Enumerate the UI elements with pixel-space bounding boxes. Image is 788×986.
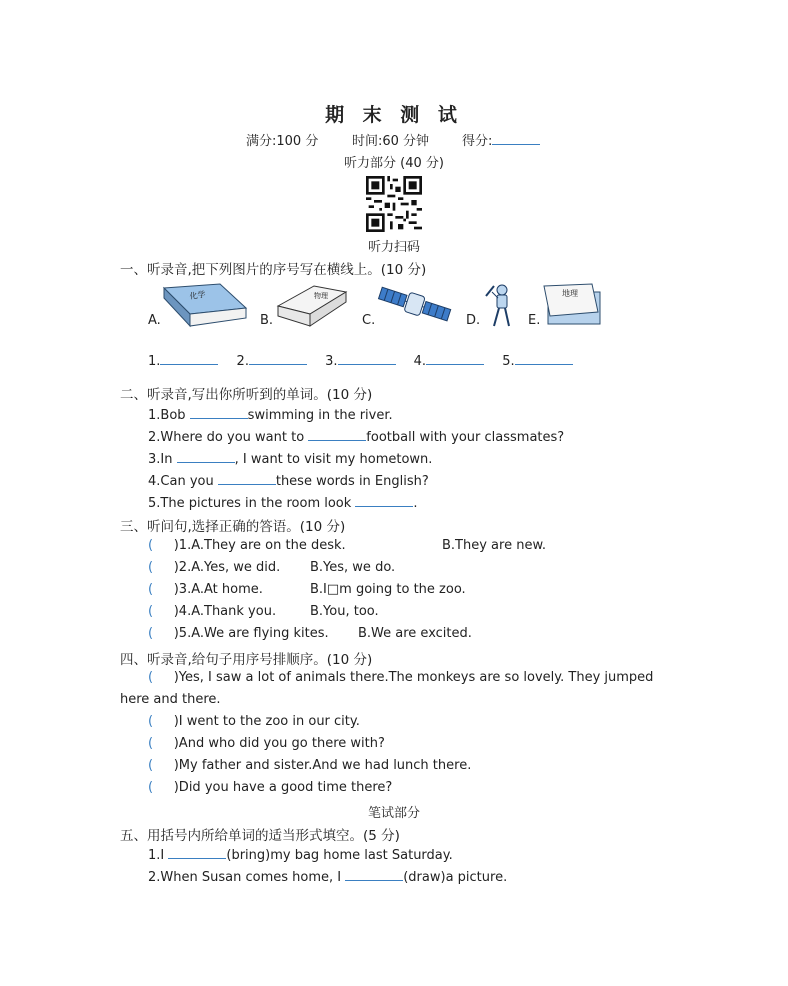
list-item: ( )4.A.Thank you. — [148, 604, 277, 619]
answer-paren[interactable]: ( — [148, 626, 174, 641]
section1-heading: 一、听录音,把下列图片的序号写在横线上。(10 分) — [120, 262, 427, 278]
fill-blank[interactable] — [218, 472, 276, 485]
fill-blank[interactable] — [190, 406, 248, 419]
baseball-player-icon — [484, 282, 518, 330]
list-item: ( )3.A.At home. — [148, 582, 263, 597]
option-b: B.Yes, we do. — [310, 560, 396, 575]
answer-1-label: 1. — [148, 354, 161, 369]
option-b: B.They are new. — [442, 538, 547, 553]
answer-paren[interactable]: ( — [148, 758, 174, 773]
section4-heading: 四、听录音,给句子用序号排顺序。(10 分) — [120, 652, 373, 668]
fill-blank[interactable] — [177, 450, 235, 463]
qr-caption: 听力扫码 — [367, 240, 420, 255]
answer-paren[interactable]: ( — [148, 736, 174, 751]
answer-4-label: 4. — [413, 354, 427, 369]
score-field — [462, 130, 540, 149]
list-item: 1.Bob swimming in the river. — [148, 408, 393, 423]
satellite-icon — [376, 284, 452, 328]
answer-5-label: 5. — [502, 354, 515, 369]
answer-3-blank[interactable] — [338, 352, 396, 365]
picture-letter-c: C. — [362, 313, 376, 328]
picture-letter-b: B. — [260, 313, 274, 328]
fill-blank[interactable] — [355, 494, 413, 507]
list-item: ( )And who did you go there with? — [148, 736, 385, 751]
fill-blank[interactable] — [345, 868, 403, 881]
section2-heading: 二、听录音,写出你所听到的单词。(10 分) — [120, 387, 373, 403]
section3-heading: 三、听问句,选择正确的答语。(10 分) — [120, 519, 346, 535]
list-item: ( )1.A.They are on the desk. — [148, 538, 346, 553]
option-b: B.I□m going to the zoo. — [310, 582, 466, 597]
geography-book-label: 地理 — [562, 289, 578, 298]
picture-letter-e: E. — [528, 313, 541, 328]
option-b: B.You, too. — [310, 604, 379, 619]
physics-book-icon — [274, 284, 350, 330]
list-item: 2.Where do you want to football with your classmates? — [148, 430, 565, 445]
full-score: 满分:100 分 — [246, 134, 319, 149]
picture-letter-a: A. — [148, 313, 161, 328]
exam-time: 时间:60 分钟 — [352, 134, 430, 149]
list-item: ( )2.A.Yes, we did. — [148, 560, 281, 575]
answer-2-label: 2. — [236, 354, 249, 369]
answer-paren[interactable]: ( — [148, 560, 174, 575]
list-item: ( )My father and sister.And we had lunch there. — [148, 758, 472, 773]
list-item: 4.Can you these words in English? — [148, 474, 429, 489]
answer-paren[interactable]: ( — [148, 670, 174, 685]
answer-4-blank[interactable] — [426, 352, 484, 365]
list-item: ( )5.A.We are flying kites. — [148, 626, 329, 641]
section5-heading: 五、用括号内所给单词的适当形式填空。(5 分) — [120, 828, 400, 844]
list-item: 1.I (bring)my bag home last Saturday. — [148, 848, 453, 863]
answer-paren[interactable]: ( — [148, 714, 174, 729]
score-blank[interactable] — [492, 132, 540, 145]
list-item: ( )Yes, I saw a lot of animals there.The monkeys are so lovely. They jumped — [148, 670, 654, 685]
list-item: 3.In , I want to visit my hometown. — [148, 452, 433, 467]
answer-paren[interactable]: ( — [148, 780, 174, 795]
page-title: 期 末 测 试 — [325, 104, 463, 126]
list-item: ( )I went to the zoo in our city. — [148, 714, 360, 729]
listening-part-label: 听力部分 (40 分) — [344, 156, 444, 171]
chemistry-book-label: 化学 — [189, 289, 207, 301]
answer-paren[interactable]: ( — [148, 604, 174, 619]
answer-paren[interactable]: ( — [148, 582, 174, 597]
answer-2-blank[interactable] — [249, 352, 307, 365]
fill-blank[interactable] — [168, 846, 226, 859]
answer-3-label: 3. — [325, 354, 338, 369]
chemistry-book-icon — [160, 282, 248, 330]
qr-code-icon[interactable] — [366, 176, 422, 232]
fill-blank[interactable] — [308, 428, 366, 441]
list-item: 5.The pictures in the room look . — [148, 496, 418, 511]
list-item: 2.When Susan comes home, I (draw)a picture. — [148, 870, 508, 885]
answer-5-blank[interactable] — [515, 352, 573, 365]
geography-book-icon — [542, 282, 604, 328]
answer-paren[interactable]: ( — [148, 538, 174, 553]
list-item-continuation: here and there. — [120, 692, 221, 707]
physics-book-label: 物理 — [314, 292, 328, 300]
written-part-label: 笔试部分 — [367, 806, 420, 821]
score-label: 得分: — [462, 134, 493, 149]
list-item: ( )Did you have a good time there? — [148, 780, 393, 795]
answer-row — [148, 352, 573, 369]
answer-1-blank[interactable] — [160, 352, 218, 365]
picture-letter-d: D. — [466, 313, 481, 328]
option-b: B.We are excited. — [358, 626, 472, 641]
